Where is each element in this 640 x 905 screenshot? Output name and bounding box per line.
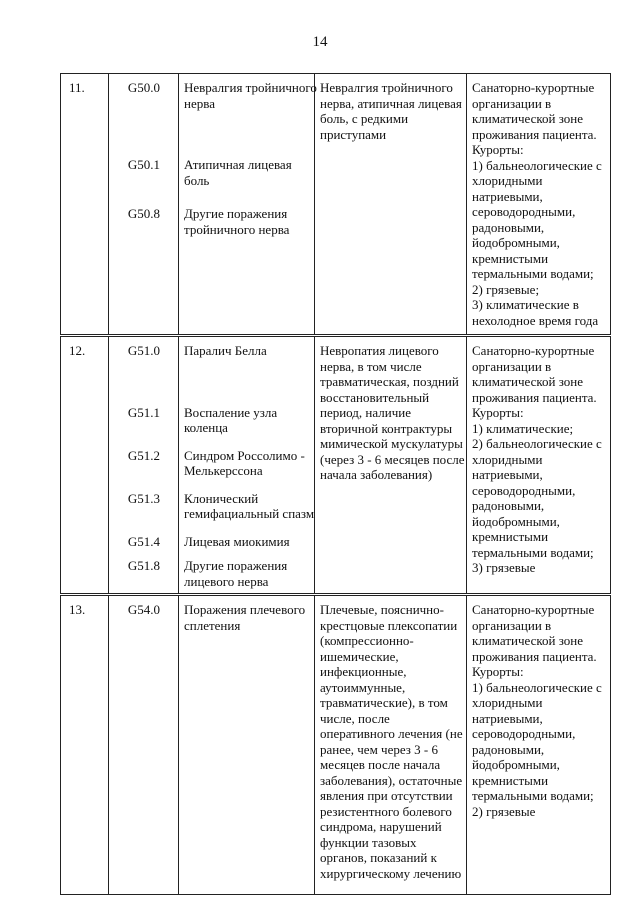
diagnosis-name (184, 602, 310, 633)
icd-code (114, 405, 174, 436)
resort-line: климатической зоне (472, 633, 584, 648)
resort-line: Курорты: (472, 405, 524, 420)
row-number: 11. (69, 80, 85, 95)
description-line: (компрессионно- (320, 633, 414, 648)
description-line: функции тазовых (320, 834, 417, 850)
icd-code-text: G51.1 (127, 404, 161, 420)
description-line: крестцовые плексопатии (320, 617, 458, 633)
description-line: явления при отсутствии (320, 788, 453, 803)
resort-line: 2) бальнеологические с (472, 436, 602, 451)
resort-line: 1) бальнеологические с (472, 157, 602, 173)
resort-line: сероводородными, (472, 482, 576, 498)
diagnosis-name-line: тройничного нерва (184, 221, 290, 237)
description-line: хирургическому лечению (320, 865, 462, 881)
diagnosis-name-line: лицевого нерва (184, 573, 269, 589)
icd-code-text: G51.0 (127, 343, 161, 358)
icd-code-text: G51.3 (127, 490, 161, 506)
description-line: аутоиммунные, (320, 679, 406, 695)
resort-line: климатической зоне (472, 111, 584, 126)
resort-line: проживания пациента. (472, 389, 597, 405)
diagnosis-name-line: нерва (184, 95, 215, 111)
diagnosis-name-line: Поражения плечевого (184, 602, 306, 617)
resort-line: организации в (472, 617, 552, 633)
description-line: инфекционные, (320, 664, 407, 679)
resort-line: климатической зоне (472, 374, 584, 389)
resort-line: Санаторно-курортные (472, 602, 595, 617)
icd-code (114, 558, 174, 589)
diagnosis-name (184, 206, 310, 237)
resort-line: йодобромными, (472, 757, 560, 772)
resort-cell (467, 595, 611, 895)
icd-code (114, 602, 174, 633)
icd-code (114, 206, 174, 237)
resort-line: термальными водами; (472, 266, 594, 281)
description-line: приступами (320, 126, 387, 142)
resort-line: хлоридными (472, 451, 543, 467)
description-line: восстановительный (320, 389, 430, 405)
table-row (61, 595, 611, 895)
diagnosis-name (184, 343, 310, 359)
diagnosis-name-line: Лицевая миокимия (184, 533, 290, 549)
icd-code-text: G51.8 (127, 558, 161, 573)
description-line: травматические), в том (320, 695, 448, 710)
resort-line: организации в (472, 95, 552, 111)
description-line: синдрома, нарушений (320, 819, 442, 834)
resort-line: 2) грязевые; (472, 281, 540, 297)
diagnosis-name (184, 80, 317, 111)
resort-line: 1) бальнеологические с (472, 679, 602, 695)
diagnosis-name (184, 490, 315, 522)
resort-line: йодобромными, (472, 235, 560, 250)
resort-line: организации в (472, 358, 552, 374)
icd-code-text: G50.8 (127, 206, 161, 221)
icd-code (114, 448, 174, 479)
resort-line: радоновыми, (472, 219, 545, 235)
diagnosis-name-line: Атипичная лицевая (184, 157, 292, 172)
resort-line: Курорты: (472, 142, 524, 157)
diagnosis-name (184, 558, 310, 589)
diagnosis-name-cell (179, 74, 315, 336)
diagnosis-name-line: Невралгия тройничного (184, 80, 317, 95)
resort-line: сероводородными, (472, 726, 576, 741)
diagnosis-name-line: Воспаление узла (184, 404, 278, 420)
diagnosis-name-cell (179, 595, 315, 895)
description-line: ишемические, (320, 648, 399, 664)
diagnosis-name-line: коленца (184, 420, 228, 435)
diagnosis-name-line: боль (184, 172, 210, 188)
icd-code (114, 80, 174, 111)
diagnosis-name-line: сплетения (184, 617, 241, 633)
description-line: боль, с редкими (320, 111, 409, 126)
resort-cell (467, 336, 611, 595)
description-line: (через 3 - 6 месяцев после (320, 451, 465, 467)
resort-line: 3) грязевые (472, 560, 536, 575)
description-line: начала заболевания) (320, 467, 433, 482)
description-line: Невропатия лицевого (320, 343, 439, 358)
resort-line: натриевыми, (472, 710, 543, 726)
resort-line: 2) грязевые (472, 803, 536, 819)
indication-description-cell (315, 336, 467, 595)
description-line: резистентного болевого (320, 803, 452, 819)
diagnosis-name-line: Клонический (184, 490, 259, 506)
icd-code-text: G50.0 (127, 80, 161, 95)
resort-cell (467, 74, 611, 336)
diagnosis-name-cell (179, 336, 315, 595)
icd-code-cell (109, 595, 179, 895)
resort-line: натриевыми, (472, 188, 543, 204)
diagnosis-name-line: Другие поражения (184, 206, 288, 221)
diagnosis-name-line: Синдром Россолимо - (184, 447, 305, 463)
resort-line: хлоридными (472, 695, 543, 710)
resort-line: натриевыми, (472, 467, 543, 482)
resort-indications-table (60, 73, 611, 895)
icd-code (114, 491, 174, 522)
diagnosis-name-line: Паралич Белла (184, 343, 267, 358)
row-number-cell (61, 74, 109, 336)
resort-line: проживания пациента. (472, 126, 597, 142)
resort-line: кремнистыми (472, 772, 549, 788)
diagnosis-name-line: гемифациальный спазм (184, 506, 315, 521)
resort-line: термальными водами; (472, 544, 594, 560)
row-number-cell (61, 336, 109, 595)
description-line: ранее, чем через 3 - 6 (320, 741, 439, 757)
resort-line: Курорты: (472, 664, 524, 679)
description-line: нерва, атипичная лицевая (320, 95, 462, 111)
row-number: 13. (69, 602, 86, 617)
resort-line: кремнистыми (472, 529, 549, 544)
description-line: нерва, в том числе (320, 358, 422, 374)
indication-description-cell (315, 74, 467, 336)
resort-line: Санаторно-курортные (472, 80, 595, 95)
row-number: 12. (69, 343, 86, 358)
diagnosis-name (184, 157, 310, 188)
resort-line: кремнистыми (472, 250, 549, 266)
resort-line: радоновыми, (472, 498, 545, 513)
description-line: заболевания), остаточные (320, 772, 463, 788)
indication-description-cell (315, 595, 467, 895)
resort-line: сероводородными, (472, 204, 576, 219)
description-line: травматическая, поздний (320, 374, 459, 389)
resort-line: 1) климатические; (472, 420, 574, 436)
description-line: органов, показаний к (320, 850, 437, 865)
description-line: мимической мускулатуры (320, 436, 463, 451)
description-line: месяцев после начала (320, 757, 441, 772)
page-number: 14 (312, 34, 328, 50)
diagnosis-name (184, 405, 310, 436)
resort-line: проживания пациента. (472, 648, 597, 664)
table-row (61, 336, 611, 595)
diagnosis-name-line: Другие поражения (184, 558, 288, 573)
resort-line: радоновыми, (472, 741, 545, 757)
description-line: оперативного лечения (не (320, 726, 463, 741)
icd-code (114, 343, 174, 359)
icd-code-cell (109, 74, 179, 336)
description-line: числе, после (320, 710, 390, 726)
description-line: Невралгия тройничного (320, 80, 453, 95)
row-number-cell (61, 595, 109, 895)
description-line: вторичной контрактуры (320, 420, 453, 436)
icd-code (114, 534, 174, 550)
resort-line: нехолодное время года (472, 312, 599, 328)
icd-code-text: G50.1 (127, 157, 161, 172)
icd-code-cell (109, 336, 179, 595)
table-row (61, 74, 611, 336)
description-line: Плечевые, пояснично- (320, 602, 444, 617)
diagnosis-name (184, 534, 310, 550)
resort-line: Санаторно-курортные (472, 343, 595, 358)
icd-code (114, 157, 174, 188)
diagnosis-name-line: Мелькерссона (184, 463, 263, 478)
description-line: период, наличие (320, 405, 411, 420)
resort-line: 3) климатические в (472, 297, 579, 312)
resort-line: йодобромными, (472, 513, 560, 529)
diagnosis-name (184, 448, 310, 479)
resort-line: хлоридными (472, 173, 543, 188)
resort-line: термальными водами; (472, 788, 594, 803)
icd-code-text: G51.2 (127, 447, 161, 463)
icd-code-text: G51.4 (127, 533, 161, 549)
icd-code-text: G54.0 (127, 602, 161, 617)
